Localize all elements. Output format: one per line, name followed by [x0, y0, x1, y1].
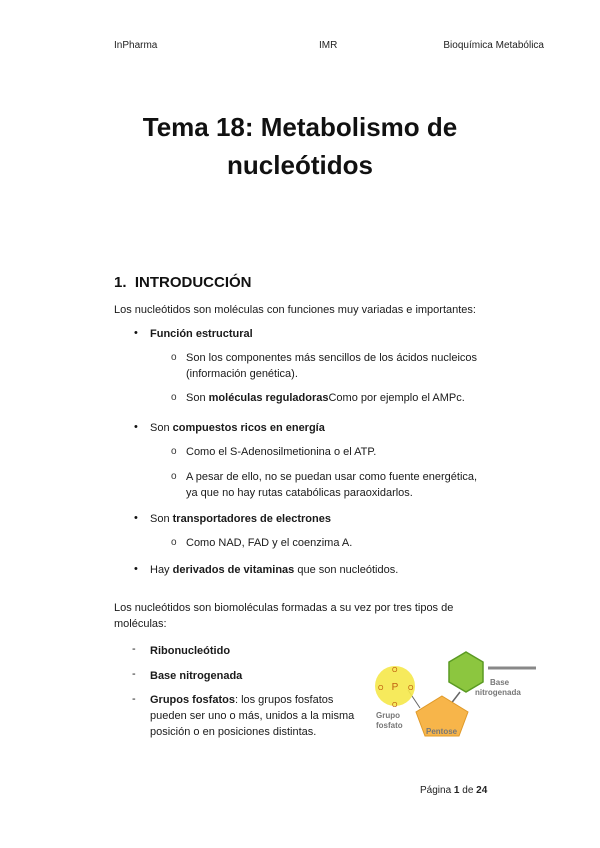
intro-paragraph: Los nucleótidos son moléculas con funciones muy variadas e importantes: [114, 304, 476, 316]
text-bold: transportadores de electrones [172, 513, 331, 525]
paragraph-line: pueden ser uno o más, unidos a la misma [150, 710, 355, 722]
phosphate-center-label: P [391, 682, 399, 693]
sub-bullet-icon: o [171, 471, 177, 482]
bullet-icon: • [134, 327, 138, 339]
phosphate-label-line2: fosfato [376, 721, 403, 730]
bullet-label: Función estructural [150, 328, 253, 340]
text-span: Hay [150, 564, 173, 576]
phosphate-o-right: O [408, 685, 414, 692]
text-span: : los grupos fosfatos [234, 694, 334, 706]
phosphate-label-line1: Grupo [376, 711, 400, 720]
page-title-line2: nucleótidos [227, 150, 373, 180]
bullet-icon: • [134, 563, 138, 575]
sub-bullet-nad: Como NAD, FAD y el coenzima A. [186, 537, 353, 549]
page-of: de [462, 785, 474, 796]
bullet-icon: • [134, 421, 138, 433]
section-number: 1. [114, 274, 127, 291]
paragraph-line: moléculas: [114, 618, 167, 630]
text-span: que son nucleótidos. [294, 564, 399, 576]
header-right: Bioquímica Metabólica [443, 40, 544, 51]
bullet-icon: • [134, 512, 138, 524]
nucleotide-diagram [370, 650, 540, 745]
text-span: Son [186, 392, 209, 404]
text-span: Son [150, 422, 173, 434]
component-phosphate [150, 692, 354, 740]
text-bold: Ribonucleótido [150, 645, 231, 657]
component-base [150, 668, 242, 684]
bullet-function-structural [150, 326, 253, 342]
text-bold: moléculas reguladoras [208, 392, 329, 404]
phosphate-o-top: O [392, 667, 398, 674]
pentose-label: Pentose [426, 727, 458, 736]
base-label-line2: nitrogenada [475, 688, 521, 697]
header-left: InPharma [114, 40, 158, 51]
text-span: Son [150, 513, 173, 525]
bullet-energy [150, 420, 325, 436]
sub-bullet-regulatory [186, 390, 465, 406]
text-bold: Grupos fosfatos [150, 694, 235, 706]
dash-icon: - [132, 643, 136, 655]
sub-bullet-icon: o [171, 392, 177, 403]
sub-bullet-icon: o [171, 537, 177, 548]
sub-bullet-line: A pesar de ello, no se puedan usar como fuente energética, [186, 471, 478, 483]
header-center: IMR [319, 40, 338, 51]
dash-icon: - [132, 668, 136, 680]
dash-icon: - [132, 693, 136, 705]
phosphate-o-bottom: O [392, 702, 398, 709]
section-title: INTRODUCCIÓN [134, 274, 252, 291]
sub-bullet-icon: o [171, 446, 177, 457]
bullet-electron-transport [150, 511, 331, 527]
section-heading [114, 274, 252, 291]
page-label: Página [420, 785, 452, 796]
sub-bullet-line: (información genética). [186, 368, 298, 380]
text-bold: Base nitrogenada [150, 670, 243, 682]
sub-bullet-nucleic-acids [186, 350, 477, 382]
paragraph-line: posición o en posiciones distintas. [150, 726, 317, 738]
paragraph-line: Los nucleótidos son biomoléculas formadas a su vez por tres tipos de [114, 602, 454, 614]
text-span: Como por ejemplo el AMPc. [328, 392, 465, 404]
page-current: 1 [453, 785, 460, 796]
sub-bullet-line: ya que no hay rutas catabólicas paraoxidarlos. [186, 487, 413, 499]
bullet-vitamins [150, 562, 398, 578]
sub-bullet-line: Son los componentes más sencillos de los ácidos nucleicos [186, 352, 478, 364]
component-ribonucleotide [150, 643, 230, 659]
text-bold: derivados de vitaminas [172, 564, 295, 576]
page-title-line1: Tema 18: Metabolismo de [142, 112, 458, 142]
base-label-line1: Base [490, 678, 510, 687]
sub-bullet-atp: Como el S-Adenosilmetionina o el ATP. [186, 446, 377, 458]
page-total: 24 [476, 785, 488, 796]
sub-bullet-energy-source [186, 469, 477, 501]
sub-bullet-icon: o [171, 352, 177, 363]
text-bold: compuestos ricos en energía [172, 422, 325, 434]
phosphate-o-left: O [378, 685, 384, 692]
base-hexagon-icon [449, 652, 483, 692]
composition-paragraph [114, 600, 453, 632]
page-number [420, 785, 487, 796]
